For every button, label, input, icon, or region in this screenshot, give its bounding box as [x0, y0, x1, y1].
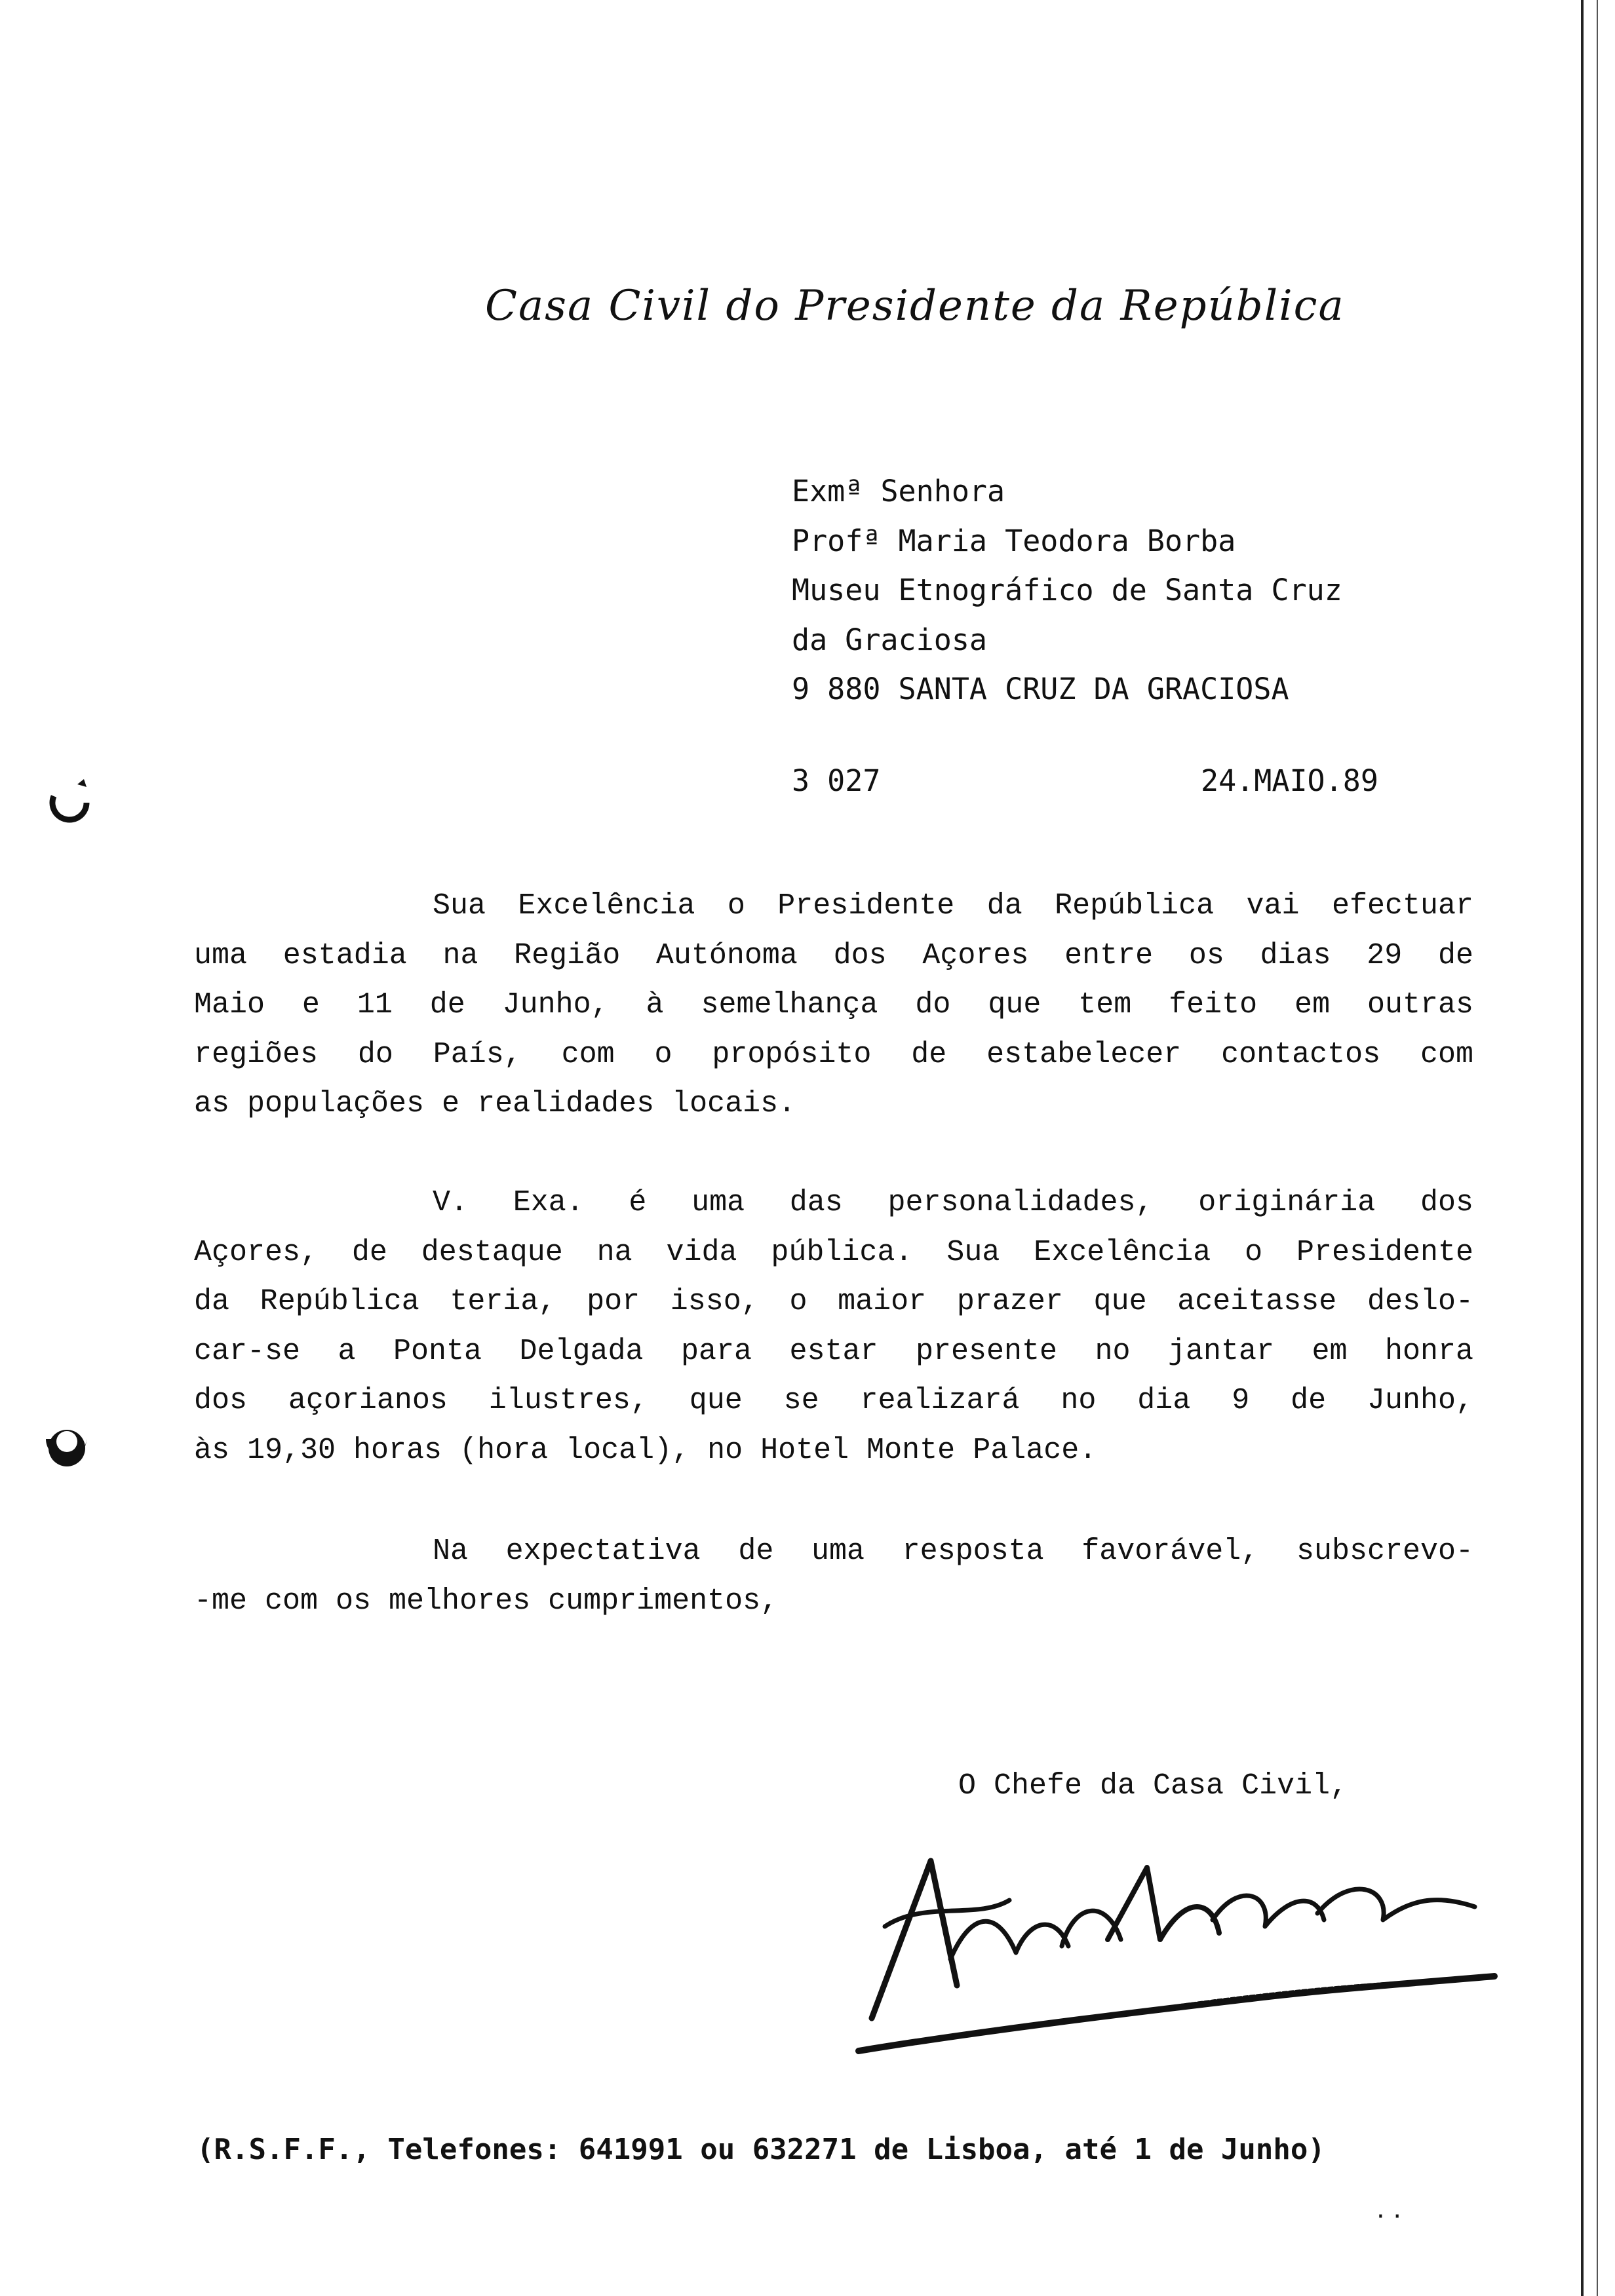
body-line: -me com os melhores cumprimentos,: [194, 1584, 779, 1618]
body-line: da República teria, por isso, o maior prazer que aceitasse deslo-: [194, 1285, 1473, 1318]
recipient-postal: 9 880 SANTA CRUZ DA GRACIOSA: [792, 672, 1289, 706]
letterhead: Casa Civil do Presidente da República: [485, 282, 1345, 330]
punch-hole-top: [43, 776, 96, 829]
body-paragraph-2: [194, 1178, 1473, 1475]
footer-note: (R.S.F.F., Telefones: 641991 ou 632271 de Lisboa, até 1 de Junho): [197, 2133, 1325, 2166]
body-line: car-se a Ponta Delgada para estar presente no jantar em honra: [194, 1334, 1473, 1368]
body-line: Na expectativa de uma resposta favorável, subscrevo-: [433, 1535, 1473, 1568]
body-paragraph-1: [194, 881, 1473, 1129]
recipient-name: Profª Maria Teodora Borba: [792, 523, 1236, 558]
reference-number: 3 027: [792, 763, 881, 798]
body-paragraph-3: [194, 1527, 1473, 1626]
body-line: Maio e 11 de Junho, à semelhança do que tem feito em outras: [194, 988, 1473, 1022]
body-line: as populações e realidades locais.: [194, 1087, 796, 1120]
recipient-institution: Museu Etnográfico de Santa Cruz: [792, 573, 1342, 607]
recipient-institution-cont: da Graciosa: [792, 622, 988, 657]
body-line: Sua Excelência o Presidente da República vai efectuar: [433, 889, 1473, 923]
body-line: uma estadia na Região Autónoma dos Açores entre os dias 29 de: [194, 938, 1473, 972]
body-line: Açores, de destaque na vida pública. Sua Excelência o Presidente: [194, 1235, 1473, 1269]
body-line: V. Exa. é uma das personalidades, originária dos: [433, 1186, 1473, 1219]
body-line: às 19,30 horas (hora local), no Hotel Monte Palace.: [194, 1433, 1097, 1467]
body-line: dos açorianos ilustres, que se realizará no dia 9 de Junho,: [194, 1384, 1473, 1417]
page-edge-shadow: [1581, 0, 1584, 2296]
scan-speck: · ·: [1376, 2202, 1402, 2232]
punch-hole-bottom: [41, 1422, 93, 1474]
recipient-salutation: Exmª Senhora: [792, 474, 1005, 508]
page-edge-shadow-inner: [1597, 0, 1598, 2296]
closing-title: O Chefe da Casa Civil,: [958, 1769, 1348, 1803]
signature-image: [846, 1822, 1501, 2057]
body-line: regiões do País, com o propósito de estabelecer contactos com: [194, 1037, 1473, 1071]
letter-date: 24.MAIO.89: [1201, 763, 1378, 798]
recipient-address: [792, 467, 1342, 714]
